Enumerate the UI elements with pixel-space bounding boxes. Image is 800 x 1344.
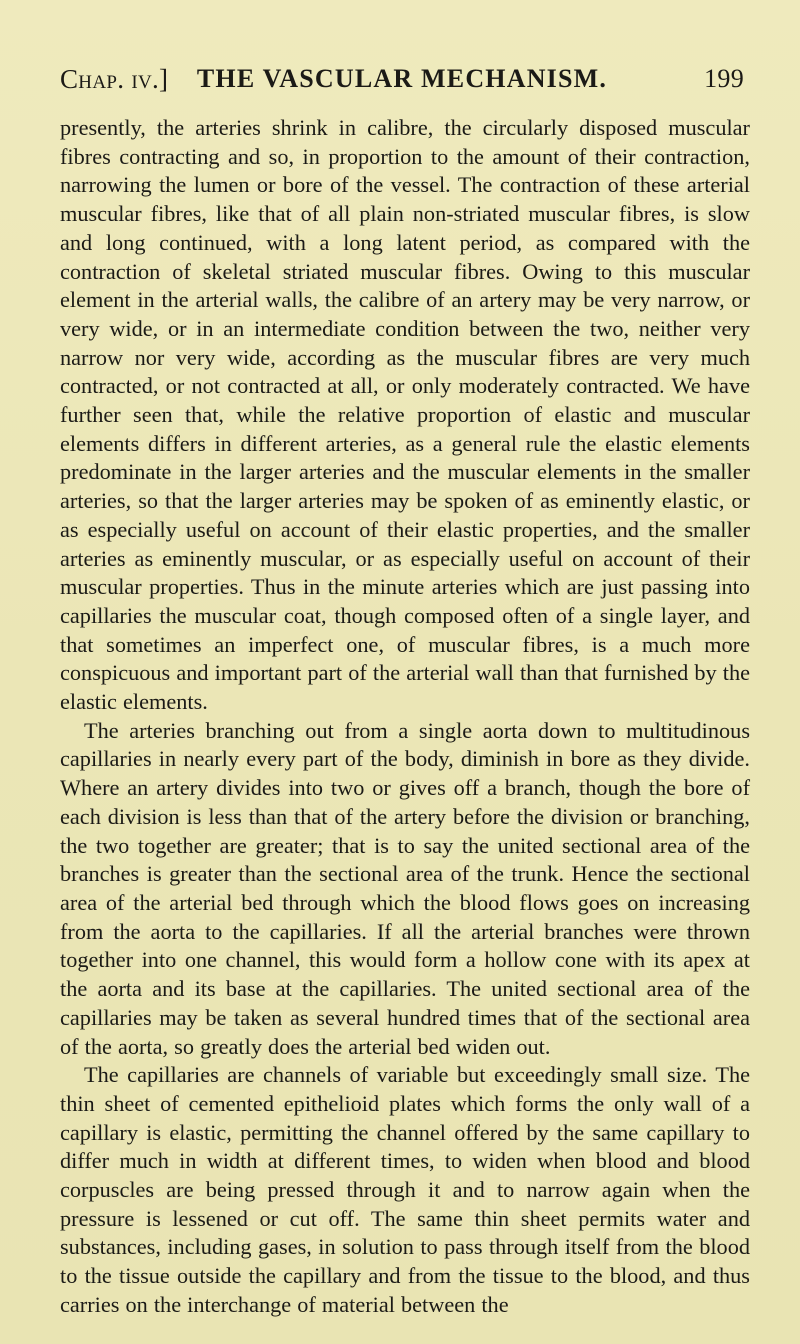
chapter-label: Chap. iv.] bbox=[60, 64, 169, 94]
page-number: 199 bbox=[704, 64, 744, 93]
page-title: THE VASCULAR MECHANISM. bbox=[196, 64, 608, 93]
paragraph-3: The capillaries are channels of variable but exceedingly small size. The thin sheet of cemented epithelioid plates which forms the only wall of a capillary is elastic, permitting the channel offered by the same capillary to differ much in width at different times, to widen when blood and blood corpuscles are being pressed through it and to narrow again when the pressure is lessened or cut off. The same thin sheet permits water and substances, including gases, in solution to pass through itself from the blood to the tissue outside the capillary and from the tissue to the blood, and thus carries on the interchange of material between the bbox=[60, 1062, 750, 1317]
running-head bbox=[60, 64, 744, 100]
body-text bbox=[60, 114, 750, 1320]
paragraph-2: The arteries branching out from a single aorta down to multitudinous capillaries in nearly every part of the body, diminish in bore as they divide. Where an artery divides into two or gives off a branch, though the bore of each division is less than that of the artery before the division or branching, the two together are greater; that is to say the united sectional area of the branches is greater than the sectional area of the trunk. Hence the sectional area of the arterial bed through which the blood flows goes on increasing from the aorta to the capillaries. If all the arterial branches were thrown together into one channel, this would form a hollow cone with its apex at the aorta and its base at the capillaries. The united sectional area of the capillaries may be taken as several hundred times that of the sectional area of the aorta, so greatly does the arterial bed widen out. bbox=[60, 717, 750, 1059]
paragraph-1: presently, the arteries shrink in calibre, the circularly disposed muscular fibres contracting and so, in proportion to the amount of their contraction, narrowing the lumen or bore of the vessel. The contraction of these arterial muscular fibres, like that of all plain non-striated muscular fibres, is slow and long continued, with a long latent period, as compared with the contraction of skeletal striated muscular fibres. Owing to this muscular element in the arterial walls, the calibre of an artery may be very narrow, or very wide, or in an intermediate condition between the two, neither very narrow nor very wide, according as the muscular fibres are very much contracted, or not contracted at all, or only moderately contracted. We have further seen that, while the relative proportion of elastic and muscular elements differs in different arteries, as a general rule the elastic elements predominate in the larger arteries and the muscular elements in the smaller arteries, so that the larger arteries may be spoken of as eminently elastic, or as especially useful on account of their elastic properties, and the smaller arteries as eminently muscular, or as especially useful on account of their muscular properties. Thus in the minute arteries which are just passing into capillaries the muscular coat, though composed often of a single layer, and that sometimes an imperfect one, of muscular fibres, is a much more conspicuous and important part of the arterial wall than that furnished by the elastic elements. bbox=[60, 115, 750, 715]
